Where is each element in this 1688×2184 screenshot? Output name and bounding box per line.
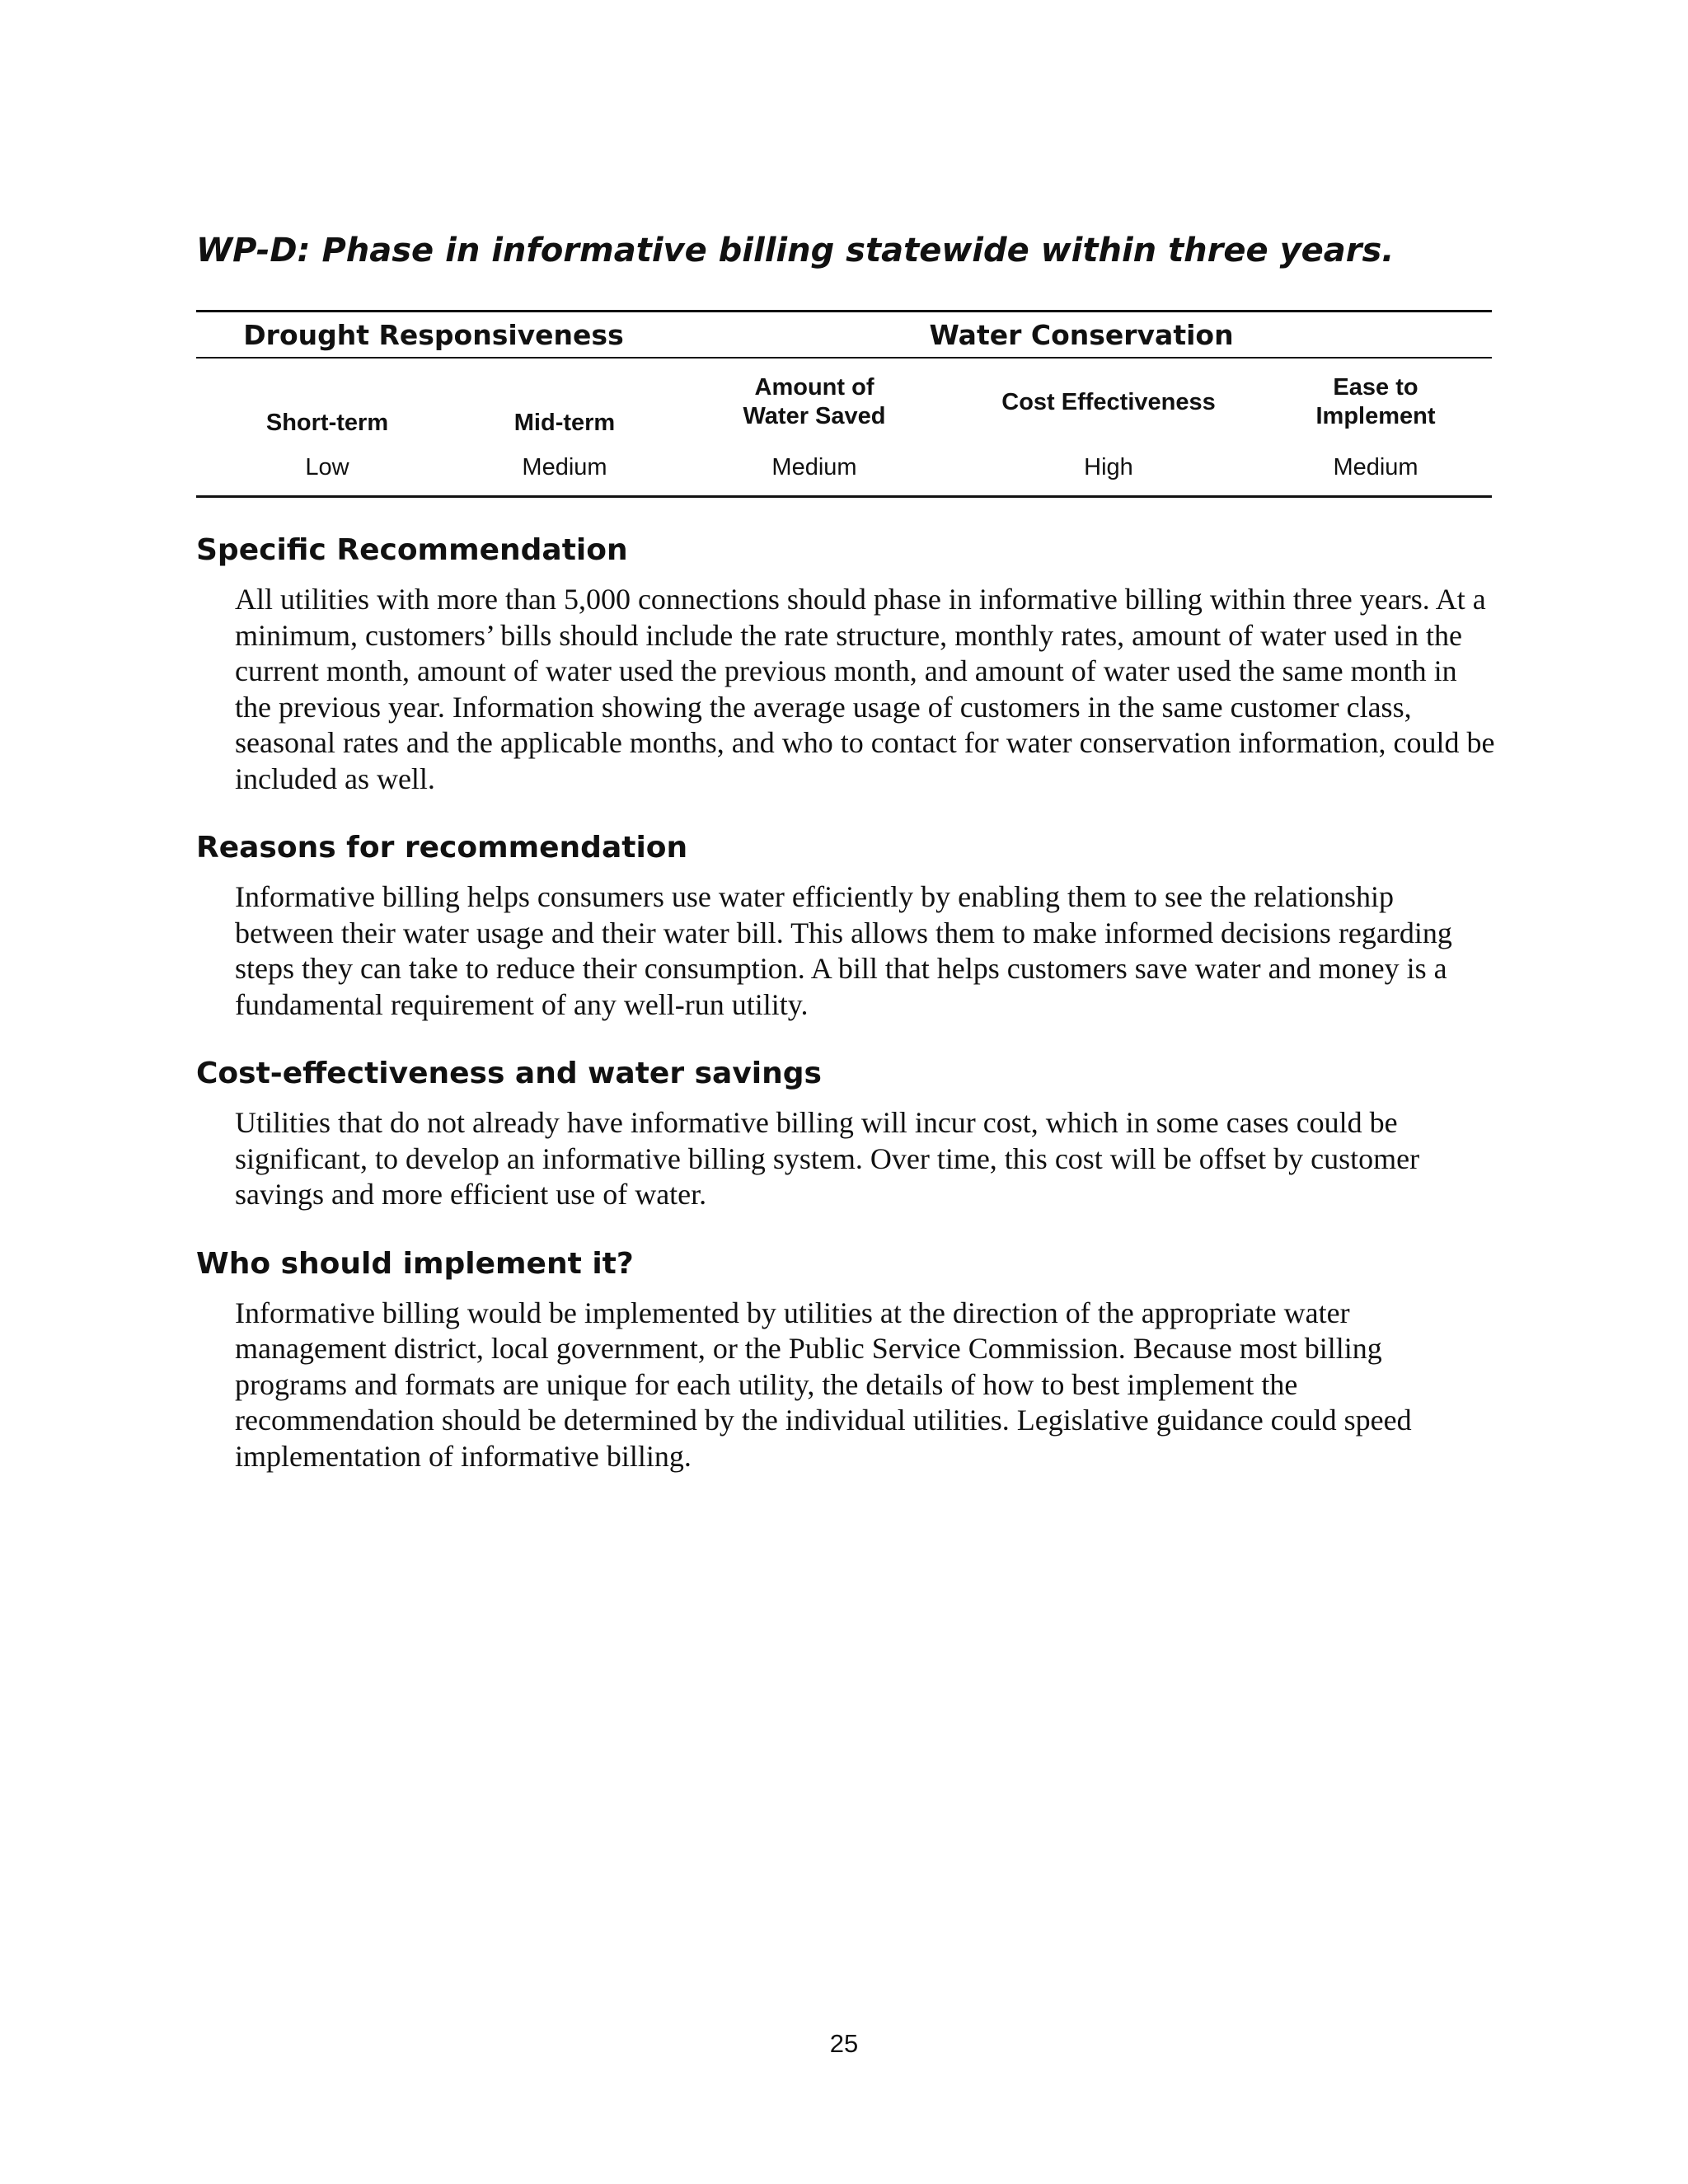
section-cost-effectiveness <box>196 1052 1492 1213</box>
section-heading: Reasons for recommendation <box>196 831 688 865</box>
section-body: All utilities with more than 5,000 connections should phase in informative billing within three years. At a minimum, customers’ bills should include the rate structure, monthly rates, amount of water used in the current month, amount of water used the previous month, and amount of water used the same month in the previous year. Information showing the average usage of customers in the same customer class, seasonal rates and the applicable months, and who to contact for water conservation information, could be included as well. <box>235 583 1495 795</box>
section-reasons <box>196 827 1492 1023</box>
value-cost-effectiveness: High <box>1084 453 1133 480</box>
page-title: WP-D: Phase in informative billing statewide within three years. <box>196 232 1395 269</box>
section-body: Informative billing would be implemented by utilities at the direction of the appropriate water management district, local government, or the Public Service Commission. Because most billing programs and formats are unique for each utility, the details of how to best implement the recommendation should be determined by the individual utilities. Legislative guidance could speed implementation of informative billing. <box>235 1296 1412 1473</box>
section-body: Utilities that do not already have informative billing will incur cost, which in some cases could be significant, to develop an informative billing system. Over time, this cost will be offset by customer savings and more efficient use of water. <box>235 1106 1420 1211</box>
value-ease: Medium <box>1333 453 1418 480</box>
section-heading: Specific Recommendation <box>196 533 628 567</box>
section-specific-recommendation <box>196 529 1495 797</box>
value-amount-saved: Medium <box>771 453 857 480</box>
section-who-implements <box>196 1243 1492 1475</box>
column-header-cost-effectiveness: Cost Effectiveness <box>1001 388 1216 415</box>
column-header-mid-term: Mid-term <box>513 410 616 436</box>
section-heading: Who should implement it? <box>196 1246 634 1281</box>
group-header-drought: Drought Responsiveness <box>196 312 671 359</box>
column-header-row <box>196 358 1492 446</box>
page-number: 25 <box>829 2029 859 2058</box>
column-header-amount-saved: Amount of Water Saved <box>743 374 886 429</box>
ratings-values-row <box>196 446 1492 497</box>
group-header-row <box>196 312 1492 359</box>
section-heading: Cost-effectiveness and water savings <box>196 1057 822 1090</box>
value-mid-term: Medium <box>522 453 607 480</box>
column-header-ease: Ease to Implement <box>1315 374 1436 429</box>
ratings-table <box>196 310 1492 498</box>
value-short-term: Low <box>305 453 349 480</box>
section-body: Informative billing helps consumers use water efficiently by enabling them to see the relationship between their water usage and their water bill. This allows them to make informed decisions regarding steps they can take to reduce their consumption. A bill that helps customers save water and money is a fundamental requirement of any well-run utility. <box>235 880 1452 1021</box>
group-header-water-conservation: Water Conservation <box>671 312 1492 359</box>
document-page <box>196 223 1495 1474</box>
column-header-short-term: Short-term <box>265 410 389 436</box>
